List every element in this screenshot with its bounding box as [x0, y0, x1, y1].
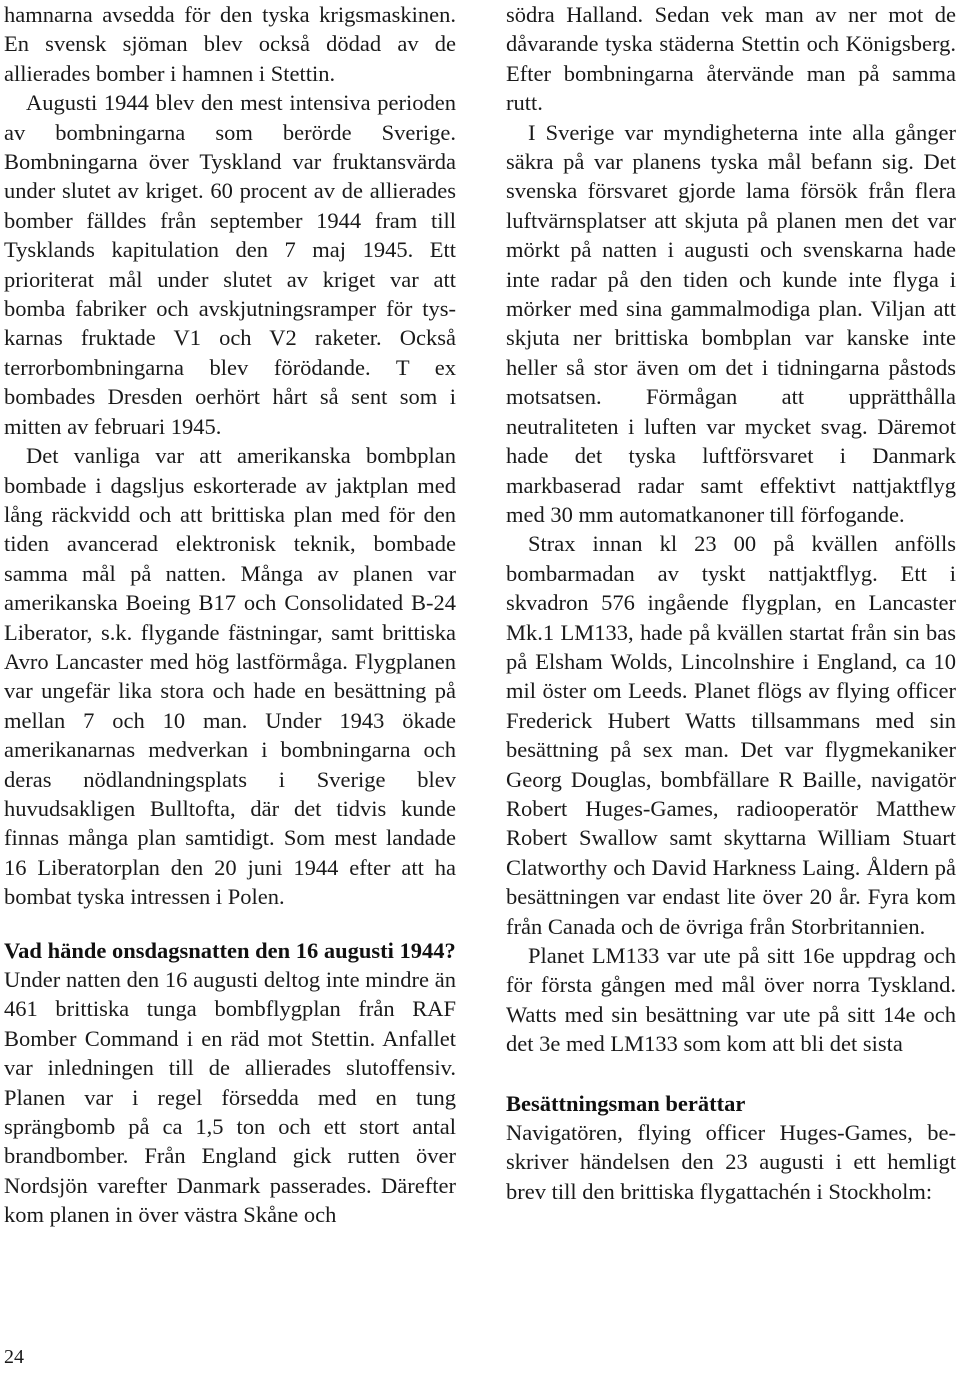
section-spacer [506, 1059, 956, 1089]
left-column [4, 0, 456, 1230]
right-paragraph-2: I Sverige var myndigheterna inte alla gånger säkra på var planens tyska mål befann sig. Det svenska försvaret gjorde lama försök från flera luftvärnsplatser att skjuta på planen men det var mörkt på natten i augusti och svenskarna hade inte radar på den tiden och kunde inte flyga i mörker med sina gammalmodiga plan. Viljan att skjuta ner brittiska bombplan var kanske inte heller så stor även om det i tidningarna påstods motsatsen. Förmågan att upprätthålla neutraliteten i luften var mycket svag. Däremot hade det tyska luftförsvaret i Danmark markbaserad radar samt effektivt nattjaktflyg med 30 mm automatkanoner till förfogande. [506, 119, 956, 527]
right-paragraph-4: Planet LM133 var ute på sitt 16e uppdrag och för första gången med mål över norra Tyskland. Watts med sin besättning var ute på sitt 14e och det 3e med LM133 som kom att bli det sista [506, 943, 956, 1057]
section-spacer [4, 912, 456, 936]
left-paragraph-1: hamnarna avsedda för den tyska krigsmaskinen. En svensk sjöman blev också dödad av de allierades bomber i hamnen i Stettin. [4, 2, 456, 86]
page-number: 24 [4, 1346, 24, 1368]
right-column [506, 0, 956, 1206]
right-paragraph-3: Strax innan kl 23 00 på kvällen anfölls bombarmadan av tyskt nattjaktflyg. Ett i skvadron 576 ingående flygplan, en Lancaster Mk.1 LM133, hade på kvällen startat från sin bas på Elsham Wolds, Lincolnshire i England, ca 10 mil öster om Leeds. Planet flögs av flying officer Frederick Hubert Watts tillsammans med sin besättning på sex man. Det var flygmekaniker Georg Douglas, bombfällare R Baille, navigatör Robert Huges-Games, radiooperatör Matthew Robert Swallow samt skyttarna William Stuart Clatworthy och David Harkness Laing. Åldern på besättningen var endast lite över 20 år. Fyra kom från Canada och de övriga från Storbritannien. [506, 531, 956, 939]
left-paragraph-4: Under natten den 16 augusti deltog inte mindre än 461 brittiska tunga bombflygplan från RAF Bomber Command i en räd mot Stettin. Anfallet var inledningen till de allierades slutoffensiv. Planen var i regel försedda med en tung sprängbomb på ca 1,5 ton och ett stort antal brandbomber. Från England gick rutten över Nordsjön varefter Danmark passerades. Därefter kom planen in över västra Skåne och [4, 967, 456, 1228]
left-paragraph-2: Augusti 1944 blev den mest intensiva perioden av bombningarna som berörde Sverige. Bombningarna över Tyskland var fruktansvärda under slutet av kriget. 60 procent av de allierades bomber fälldes från september 1944 fram till Tysklands kapitulation den 7 maj 1945. Ett prioriterat mål under slutet av kriget var att bomba fabriker och avskjutningsramper för tyskarnas fruktade V1 och V2 raketer. Också terrorbombningarna blev förödande. T ex bombades Dresden oerhört hårt så sent som i mitten av februari 1945. [4, 90, 456, 439]
section-heading-crew-member: Besättningsman berättar [506, 1090, 746, 1116]
right-paragraph-1: södra Halland. Sedan vek man av ner mot de dåvarande tyska städerna Stettin och Königsberg. Efter bombningarna återvände man på samma rutt. [506, 2, 956, 116]
left-paragraph-3: Det vanliga var att amerikanska bombplan bombade i dagsljus eskorterade av jaktplan med lång räckvidd och att brittiska plan med för den tiden avancerad elektronisk teknik, bombade samma mål på natten. Många av planen var amerikanska Boeing B17 och Consolidated B-24 Liberator, s.k. flygande fästningar, samt brittiska Avro Lancaster med hög lastförmåga. Flygplanen var ungefär lika stora och hade en besättning på mellan 7 och 10 man. Under 1943 ökade amerikanarnas medverkan i bombningarna och deras nödlandningsplats i Sverige blev huvudsakligen Bulltofta, där det tidvis kunde finnas många plan samtidigt. Som mest landade 16 Liberatorplan den 20 juni 1944 efter att ha bombat tyska intressen i Polen. [4, 443, 456, 910]
section-heading-august-16: Vad hände onsdagsnatten den 16 augusti 1944? [4, 937, 456, 963]
right-paragraph-5: Navigatören, flying officer Huges-Games, beskriver händelsen den 23 augusti i ett hemligt brev till den brittiska flygattachén i Stockholm: [506, 1120, 956, 1204]
